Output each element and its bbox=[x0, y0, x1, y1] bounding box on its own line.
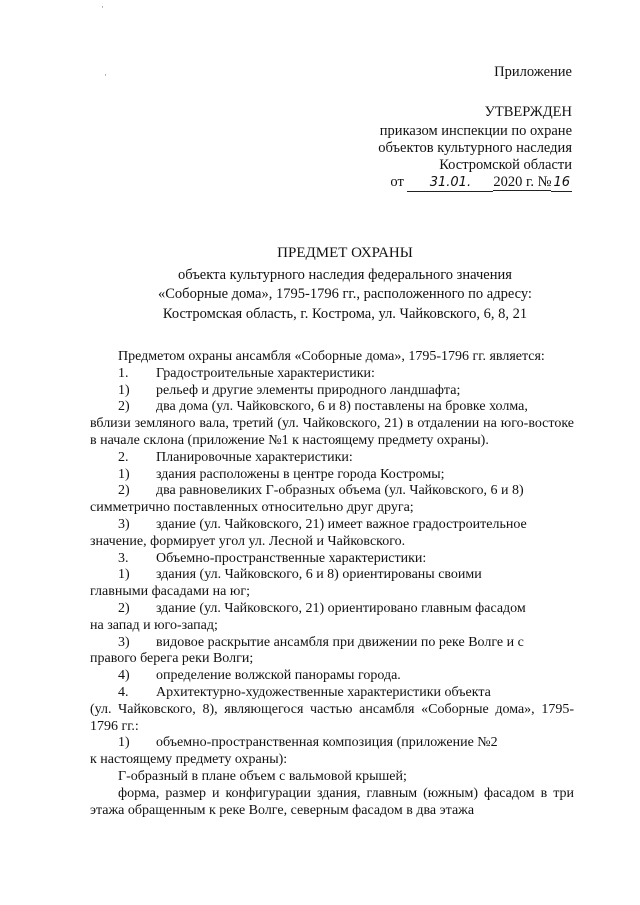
order-date-line bbox=[312, 174, 572, 192]
item-text: видовое раскрытие ансамбля при движении по реке Волге и с bbox=[156, 634, 524, 650]
list-item bbox=[90, 735, 574, 752]
document-body bbox=[90, 349, 574, 819]
item-text: объемно-пространственная композиция (приложение №2 bbox=[156, 735, 498, 751]
list-item bbox=[90, 567, 574, 584]
item-continuation: значение, формирует угол ул. Лесной и Чайковского. bbox=[90, 533, 406, 549]
item-text: Объемно-пространственные характеристики: bbox=[156, 550, 427, 566]
item-number: 2) bbox=[118, 399, 130, 415]
document-title-block bbox=[90, 244, 600, 324]
item-continuation: вблизи земляного вала, третий (ул. Чайковского, 21) в отдалении на юго-востоке в начале склона (приложение №1 к настоящему предмету охраны). bbox=[90, 416, 574, 448]
title-line: объекта культурного наследия федерального значения bbox=[178, 266, 512, 283]
list-item bbox=[90, 601, 574, 618]
item-text: два дома (ул. Чайковского, 6 и 8) поставлены на бровке холма, bbox=[156, 399, 528, 415]
item-number: 3. bbox=[118, 550, 129, 566]
list-item bbox=[90, 383, 574, 400]
approved-heading: УТВЕРЖДЕН bbox=[484, 104, 572, 120]
list-item bbox=[90, 635, 574, 652]
section-item bbox=[90, 366, 574, 383]
list-item bbox=[90, 483, 574, 500]
scan-speck: · bbox=[104, 70, 107, 80]
section-item bbox=[90, 450, 574, 467]
item-continuation: симметрично поставленных относительно друг друга; bbox=[90, 500, 414, 516]
item-text: здание (ул. Чайковского, 21) ориентировано главным фасадом bbox=[156, 600, 526, 616]
list-item bbox=[90, 668, 574, 685]
approval-block bbox=[312, 64, 572, 192]
item-text: здания (ул. Чайковского, 6 и 8) ориентированы своими bbox=[156, 567, 482, 583]
section-item bbox=[90, 685, 574, 702]
item-number: 1) bbox=[118, 382, 130, 398]
order-year: 2020 г. № bbox=[493, 174, 552, 190]
item-number: 2) bbox=[118, 600, 130, 616]
scan-speck: · bbox=[101, 2, 104, 12]
handwritten-order-number: 16 bbox=[553, 175, 570, 190]
item-number: 1) bbox=[118, 735, 130, 751]
item-text: Планировочные характеристики: bbox=[156, 449, 353, 465]
item-number: 4. bbox=[118, 684, 129, 700]
title-line: Костромская область, г. Кострома, ул. Чайковского, 6, 8, 21 bbox=[162, 305, 528, 322]
item-continuation: на запад и юго-запад; bbox=[90, 617, 218, 633]
item-continuation: правого берега реки Волги; bbox=[90, 651, 254, 667]
item-text: здание (ул. Чайковского, 21) имеет важное градостроительное bbox=[156, 516, 527, 532]
item-number: 1) bbox=[118, 567, 130, 583]
item-number: 3) bbox=[118, 634, 130, 650]
approval-line: Костромской области bbox=[439, 157, 572, 173]
item-number: 2. bbox=[118, 449, 129, 465]
item-number: 3) bbox=[118, 516, 130, 532]
section-item bbox=[90, 551, 574, 568]
list-item bbox=[90, 399, 574, 416]
body-paragraph: форма, размер и конфигурации здания, главным (южным) фасадом в три этажа обращенным к реке Волге, северным фасадом в два этажа bbox=[90, 785, 574, 818]
item-text: Архитектурно-художественные характеристики объекта bbox=[156, 684, 491, 700]
item-number: 2) bbox=[118, 483, 130, 499]
approval-line: объектов культурного наследия bbox=[378, 140, 572, 156]
approval-line: приказом инспекции по охране bbox=[379, 123, 572, 139]
item-number: 4) bbox=[118, 668, 130, 684]
item-continuation: к настоящему предмету охраны): bbox=[90, 752, 288, 768]
handwritten-date: 31.01. bbox=[407, 174, 493, 192]
date-prefix: от bbox=[390, 174, 404, 190]
title-line: «Соборные дома», 1795-1796 гг., расположенного по адресу: bbox=[158, 286, 532, 302]
list-item bbox=[90, 517, 574, 534]
item-text: Градостроительные характеристики: bbox=[156, 365, 375, 381]
document-title: ПРЕДМЕТ ОХРАНЫ bbox=[277, 245, 413, 261]
item-number: 1. bbox=[118, 365, 129, 381]
item-text: определение волжской панорамы города. bbox=[156, 668, 401, 684]
item-continuation: главными фасадами на юг; bbox=[90, 584, 250, 600]
item-continuation: (ул. Чайковского, 8), являющегося частью ансамбля «Соборные дома», 1795-1796 гг.: bbox=[90, 701, 574, 734]
intro-paragraph: Предметом охраны ансамбля «Соборные дома», 1795-1796 гг. является: bbox=[118, 349, 545, 364]
item-text: здания расположены в центре города Костромы; bbox=[156, 466, 445, 482]
item-text: рельеф и другие элементы природного ландшафта; bbox=[156, 382, 461, 398]
item-text: два равновеликих Г-образных объема (ул. Чайковского, 6 и 8) bbox=[156, 483, 524, 499]
body-paragraph: Г-образный в плане объем с вальмовой крышей; bbox=[118, 768, 407, 784]
item-number: 1) bbox=[118, 466, 130, 482]
appendix-label: Приложение bbox=[494, 64, 572, 80]
list-item bbox=[90, 467, 574, 484]
